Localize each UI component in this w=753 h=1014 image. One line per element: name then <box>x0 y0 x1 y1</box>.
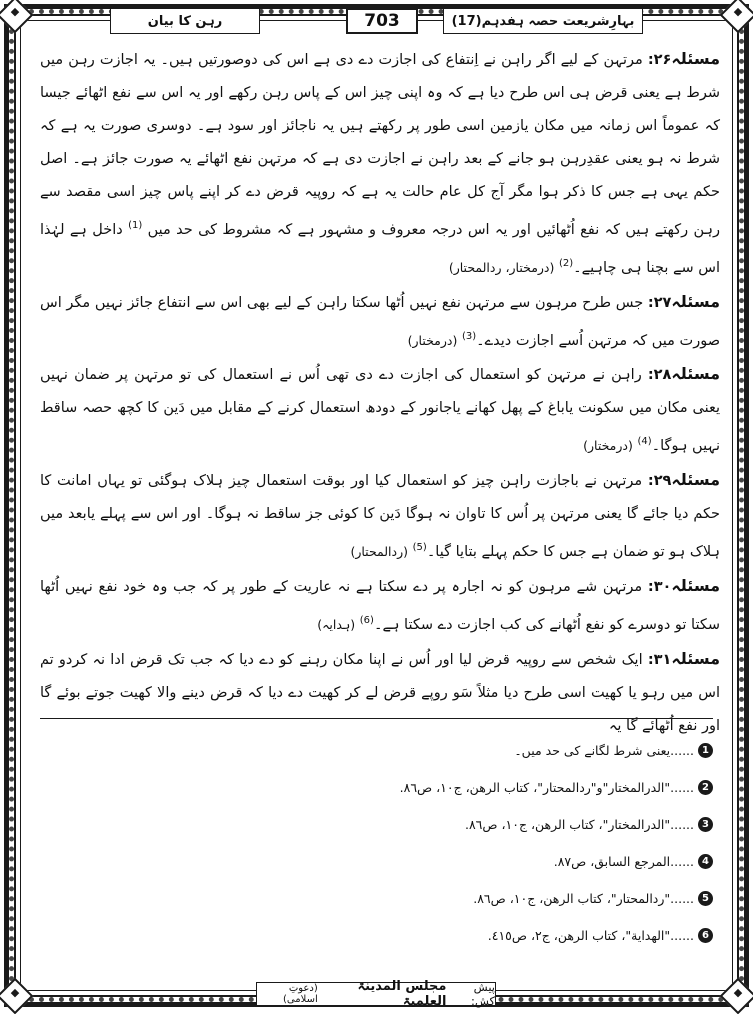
masala-text-cont: داخل ہے لہٰذا اس سے بچنا ہی چاہیے۔ <box>40 221 720 276</box>
footnote-text: ......المرجع السابق، ص٨٧. <box>553 854 694 869</box>
masala-text: مرتہن نے باجازت راہن چیز کو استعمال کیا اور بوقت استعمال چیز ہلاک ہوگئی تو یہاں امانت کا حکم دیا جائے گا یعنی مرتہن پر اُس کا تاوان نہ ہوگا دَین کا کوئی جز ساقط نہ ہوگا۔ اور اس سے پہلے یابعد میں ہلاک ہو تو ضمان ہے جس کا حکم پہلے بتایا گیا۔ <box>40 473 720 561</box>
footnote-number: 2 <box>698 780 713 795</box>
footnote-text: ......"الهداية"، کتاب الرهن، ج٢، ص٤١٥. <box>487 928 694 943</box>
masala-text: جس طرح مرہون سے مرتہن نفع نہیں اُٹھا سکتا راہن کے لیے بھی اس سے انتفاع جائز نہیں مگر اس صورت میں کہ مرتہن اُسے اجازت دیدے۔ <box>40 294 720 349</box>
footnote-item <box>40 732 713 769</box>
masala-number: ۲۶: <box>647 52 672 68</box>
main-text <box>40 42 720 743</box>
masala-29 <box>40 463 720 569</box>
masala-30 <box>40 569 720 642</box>
source-citation: (ردالمحتار) <box>350 544 409 560</box>
footnote-number: 1 <box>698 743 713 758</box>
footnote-ref[interactable]: (4) <box>637 436 652 448</box>
masala-label: مسئلہ <box>671 470 721 490</box>
source-citation: (درمختار) <box>407 332 458 348</box>
masala-label: مسئلہ <box>671 49 720 68</box>
footnote-ref[interactable]: (1) <box>128 220 143 231</box>
footnote-text: ......"الدرالمختار"، کتاب الرهن، ج١٠، ص٨٦. <box>464 817 694 832</box>
page-number: 703 <box>346 8 418 34</box>
footnotes <box>40 732 713 954</box>
publisher-sub: (دعوتِ اسلامی) <box>283 983 318 1005</box>
masala-27 <box>40 285 720 358</box>
footnote-item <box>40 806 713 843</box>
footnote-ref[interactable]: (2) <box>558 257 574 269</box>
footer-prefix: پیش کش: <box>470 980 495 1008</box>
masala-28 <box>40 357 720 463</box>
footnote-text: ......"الدرالمختار"و"ردالمحتار"، کتاب الرهن، ج١٠، ص٨٦. <box>399 780 694 795</box>
footnote-item <box>40 843 713 880</box>
masala-number: ۲۸: <box>647 367 672 384</box>
masala-number: ۲۷: <box>647 294 672 311</box>
footnote-divider <box>40 718 713 719</box>
masala-number: ۳۱: <box>647 651 672 668</box>
footnote-ref[interactable]: (3) <box>461 330 477 342</box>
masala-text: مرتہن شے مرہون کو نہ اجارہ پر دے سکتا ہے نہ عاریت کے طور پر کہ جب وہ خود نفع نہیں اُٹھا سکتا تو دوسرے کو نفع اُٹھانے کی کب اجازت دے سکتا ہے۔ <box>40 579 720 633</box>
source-citation: (درمختار، ردالمحتار) <box>448 259 555 275</box>
footnote-text: ......یعنی شرط لگانے کی حد میں۔ <box>514 743 694 758</box>
page-header <box>110 8 643 34</box>
footnote-item <box>40 917 713 954</box>
book-title: بہارِشریعت حصہ ہفدہم(17) <box>443 8 643 34</box>
footnote-ref[interactable]: (5) <box>412 542 427 554</box>
chapter-title: رہن کا بیان <box>110 8 260 34</box>
footnote-number: 5 <box>698 891 713 906</box>
page-footer <box>256 979 496 1009</box>
publisher-name: مجلس المدینۃ العلمیۃ <box>357 979 447 1009</box>
source-citation: (درمختار) <box>583 438 633 454</box>
footnote-number: 4 <box>698 854 713 869</box>
footnote-number: 6 <box>698 928 713 943</box>
masala-26 <box>40 42 720 285</box>
masala-text: مرتہن کے لیے اگر راہن نے اِنتفاع کی اجازت دے دی ہے اس کی دوصورتیں ہیں۔ یہ اجازت رہن میں شرط ہے یعنی قرض ہی اس طرح دیا ہے کہ وہ اپنی چیز اس کے پاس رہن رکھے اور یہ اس سے نفع اٹھائے جیسا کہ عموماً اس زمانہ میں مکان یازمین اسی طور پر رکھتے ہیں یہ ناجائز اور سود ہے۔ دوسری صورت یہ ہے کہ شرط نہ ہو یعنی عقدِرہن ہو جانے کے بعد راہن نے اجازت دی ہے کہ مرتہن نفع اٹھائے یہ صورت جائز ہے۔ اصل حکم یہی ہے جس کا ذکر ہوا مگر آج کل عام حالت یہ ہے کہ روپیہ قرض دے کر اپنے پاس چیز اسی مقصد سے رہن رکھتے ہیں کہ نفع اُٹھائیں اور یہ اس درجہ معروف و مشہور ہے کہ مشروط کی حد میں <box>40 52 720 238</box>
masala-label: مسئلہ <box>671 291 721 311</box>
masala-number: ۳۰: <box>647 579 672 596</box>
footnote-ref[interactable]: (6) <box>359 615 374 627</box>
masala-text: ایک شخص سے روپیہ قرض لیا اور اُس نے اپنا مکان رہنے کو دے دیا کہ جب تک قرض ادا نہ کردو تم اس میں رہو یا کھیت اسی طرح دیا مثلاً سَو روپے قرض لے کر کھیت دے دیا کہ قرض دینے والا کھیت جوتے بوئے گا اور نفع اُٹھائے گا یہ <box>40 651 720 734</box>
masala-label: مسئلہ <box>671 576 721 596</box>
source-citation: (ہدایہ) <box>317 616 356 632</box>
masala-text: راہن نے مرتہن کو استعمال کی اجازت دے دی تھی اُس نے استعمال کی تو مرتہن پر ضمان نہیں یعنی مکان میں سکونت یاباغ کے پھل کھانے یاجانور کے دودھ استعمال کرنے کے مقابل میں دَین کا کچھ حصہ ساقط نہیں ہوگا۔ <box>40 367 720 455</box>
footnote-text: ......"ردالمحتار"، کتاب الرهن، ج١٠، ص٨٦. <box>473 891 694 906</box>
masala-31 <box>40 642 720 743</box>
footnote-number: 3 <box>698 817 713 832</box>
masala-label: مسئلہ <box>671 364 720 384</box>
masala-label: مسئلہ <box>671 648 720 668</box>
footnote-item <box>40 880 713 917</box>
masala-number: ۲۹: <box>647 473 672 490</box>
footnote-item <box>40 769 713 806</box>
